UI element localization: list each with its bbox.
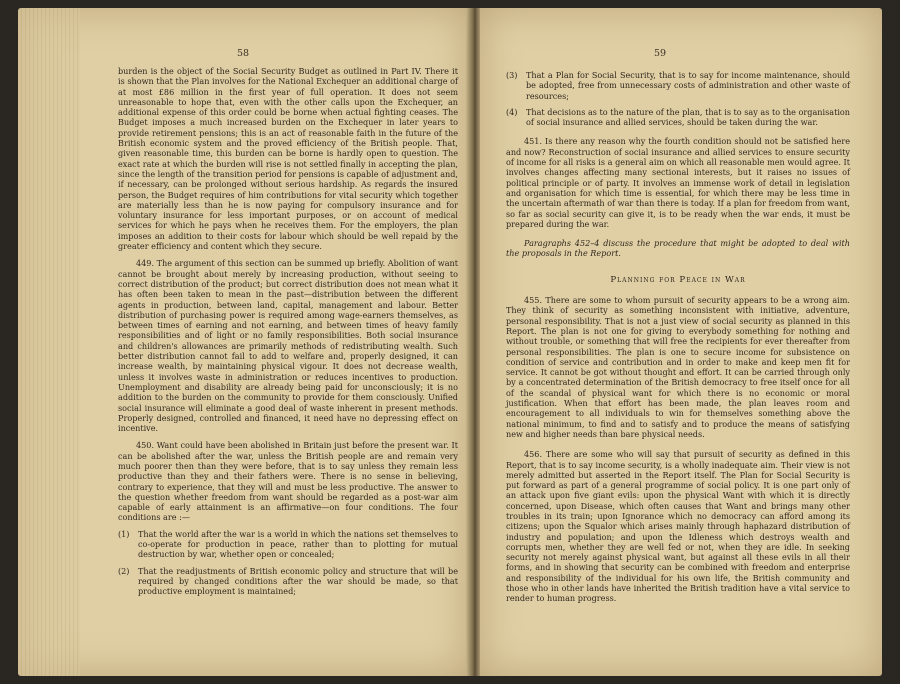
page-edge-stack (18, 8, 80, 676)
paragraph-451: 451. Is there any reason why the fourth condition should not be satisfied here and now? Reconstruction of social insurance and allied services to ensure security of income for all risks is a general aim on which all reasonable men would agree. It involves changes affecting many sectional interests, but it raises no issues of political principle or of party. It involves an immense work of detail in legislation and organisation for which time is essential, for which there may be less time in the uncertain aftermath of war than there is today. If a plan for freedom from want, so far as social security can give it, is to be ready when the war ends, it must be prepared during the war. (506, 136, 850, 229)
condition-text: That a Plan for Social Security, that is to say for income maintenance, should be adopted, free from unnecessary costs of administration and other waste of resources; (526, 70, 850, 101)
open-booklet (18, 8, 882, 680)
condition-4 (506, 107, 850, 128)
condition-label: (3) (506, 70, 518, 80)
paragraph-449: 449. The argument of this section can be summed up briefly. Abolition of want cannot be brought about merely by increasing production, without seeing to correct distribution of the product; but correct distribution does not mean what it has often been taken to mean in the past—distribution between the different agents in production, between land, capital, management and labour. Better distribution of purchasing power is required among wage-earners themselves, as between times of earning and not earning, and between times of heavy family responsibilities and of light or no family responsibilities. Both social insurance and children's allowances are primarily methods of redistributing wealth. Such better distribution cannot fail to add to welfare and, properly designed, it can increase wealth, by maintaining physical vigour. It does not decrease wealth, unless it involves waste in administration or reduces incentives to production. Unemployment and disability are already being paid for unconsciously; it is no addition to the burden on the community to provide for them consciously. Unified social insurance will eliminate a good deal of waste inherent in present methods. Properly designed, controlled and financed, it need have no depressing effect on incentive. (118, 258, 458, 434)
condition-text: That decisions as to the nature of the plan, that is to say as to the organisation of social insurance and allied services, should be taken during the war. (526, 106, 850, 128)
left-page-number: 58 (236, 48, 250, 59)
paragraph-456: 456. There are some who will say that pursuit of security as defined in this Report, that is to say income security, is a wholly inadequate aim. Their view is not merely admitted but asserted in the Report itself. The Plan for Social Security is put forward as part of a general programme of social policy. It is one part only of an attack upon five giant evils: upon the physical Want with which it is directly concerned, upon Disease, which often causes that Want and brings many other troubles in its train; upon Ignorance which no democracy can afford among its citizens; upon the Squalor which arises mainly through haphazard distribution of industry and population; and upon the Idleness which destroys wealth and corrupts men, whether they are well fed or not, when they are idle. In seeking security not merely against physical want, but against all these evils in all their forms, and in showing that security can be combined with freedom and enterprise and responsibility of the individual for his own life, the British community and those who in other lands have inherited the British tradition have a vital service to render to human progress. (506, 449, 850, 604)
paragraph-455: 455. There are some to whom pursuit of security appears to be a wrong aim. They think of security as something inconsistent with initiative, adventure, personal responsibility. That is not a just view of social security as planned in this Report. The plan is not one for giving to everybody something for nothing and without trouble, or something that will free the recipients for ever thereafter from personal responsibilities. The plan is one to secure income for subsistence on condition of service and contribution and in order to make and keep men fit for service. It cannot be got without thought and effort. It can be carried through only by a concentrated determination of the British democracy to free itself once for all of the scandal of physical want for which there is no economic or moral justification. When that effort has been made, the plan leaves room and encouragement to all individuals to win for themselves something above the national minimum, to find and to satisfy and to produce the means of satisfying new and higher needs than bare physical needs. (506, 295, 850, 439)
right-page-text (506, 64, 850, 604)
section-heading: Planning for Peace in War (610, 274, 746, 285)
right-page (480, 8, 882, 676)
condition-text: That the readjustments of British economic policy and structure that will be required by changed conditions after the war should be made, so that productive employment is maintained; (138, 565, 458, 597)
condition-label: (4) (506, 106, 518, 117)
condition-text: That the world after the war is a world in which the nations set themselves to co-operate for production in peace, rather than to plotting for mutual destruction by war, whether open or concealed; (138, 528, 458, 560)
condition-1 (118, 529, 458, 560)
condition-label: (2) (118, 565, 130, 576)
condition-label: (1) (118, 528, 130, 539)
editorial-note: Paragraphs 452–4 discuss the procedure that might be adopted to deal with the proposals in the Report. (506, 238, 850, 259)
left-page-text (118, 66, 458, 603)
right-page-number: 59 (653, 48, 667, 59)
condition-3 (506, 70, 850, 101)
left-page (18, 8, 468, 676)
condition-2 (118, 566, 458, 597)
paragraph-450: 450. Want could have been abolished in Britain just before the present war. It can be abolished after the war, unless the British people are and remain very much poorer then than they were before, that is to say unless they remain less productive than they and their fathers were. There is no sense in believing, contrary to experience, that they will and must be less productive. The answer to the question whether freedom from want should be regarded as a post-war aim capable of early attainment is an affirmative—on four conditions. The four conditions are :— (118, 440, 458, 523)
paragraph-448-continuation: burden is the object of the Social Security Budget as outlined in Part IV. There it is shown that the Plan involves for the National Exchequer an additional charge of at most £86 million in the first year of full operation. It does not seem unreasonable to hope that, even with the other calls upon the Exchequer, an additional expense of this order could be borne when actual fighting ceases. The Budget imposes a much increased burden on the Exchequer in later years to provide retirement pensions; this is an act of reasonable faith in the future of the British economic system and the proved efficiency of the British people. That, given reasonable time, this burden can be borne is hardly open to question. The exact rate at which the burden will rise is not settled finally in accepting the plan, since the length of the transition period for pensions is capable of adjustment and, if necessary, can be prolonged without serious hardship. As regards the insured person, the Budget requires of him contributions for vital security which together are materially less than he is now paying for compulsory insurance and for voluntary insurance for less important purposes, or on account of medical services for which he pays when he receives them. For the employers, the plan imposes an addition to their costs for labour which should be well repaid by the greater efficiency and content which they secure. (118, 66, 458, 252)
